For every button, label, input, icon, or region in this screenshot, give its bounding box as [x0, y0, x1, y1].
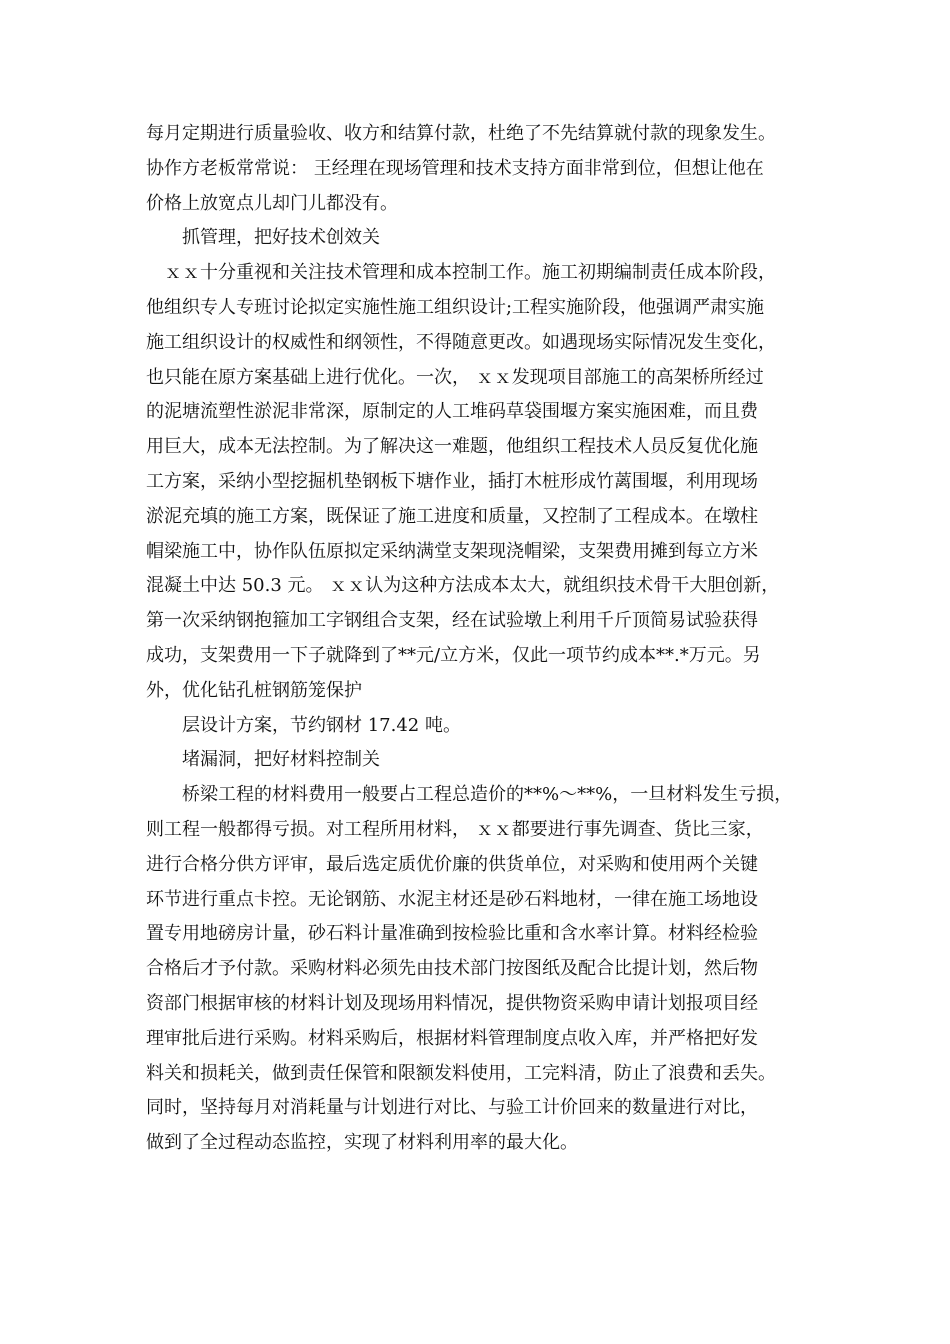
- text-line: 则工程一般都得亏损。对工程所用材料， ｘｘ都要进行事先调查、货比三家，: [146, 818, 764, 840]
- text-line: 用巨大，成本无法控制。为了解决这一难题，他组织工程技术人员反复优化施: [146, 436, 758, 458]
- text-line: 桥梁工程的材料费用一般要占工程总造价的**%～**%，一旦材料发生亏损，: [146, 784, 793, 806]
- text-line: 进行合格分供方评审，最后选定质优价廉的供货单位，对采购和使用两个关键: [146, 853, 758, 875]
- text-line: 层设计方案，节约钢材 17.42 吨。: [146, 714, 461, 736]
- text-line: 淤泥充填的施工方案，既保证了施工进度和质量，又控制了工程成本。在墩柱: [146, 505, 758, 527]
- text-line: 同时，坚持每月对消耗量与计划进行对比、与验工计价回来的数量进行对比，: [146, 1097, 758, 1119]
- document-body: [146, 117, 846, 1161]
- text-line: 也只能在原方案基础上进行优化。一次， ｘｘ发现项目部施工的高架桥所经过: [146, 366, 764, 388]
- text-line: 料关和损耗关，做到责任保管和限额发料使用，工完料清，防止了浪费和丢失。: [146, 1062, 776, 1084]
- text-line: 第一次采纳钢抱箍加工字钢组合支架，经在试验墩上利用千斤顶简易试验获得: [146, 610, 758, 632]
- section-heading-technology: 抓管理，把好技术创效关: [146, 227, 380, 249]
- text-line: 的泥塘流塑性淤泥非常深，原制定的人工堆码草袋围堰方案实施困难，而且费: [146, 401, 758, 423]
- text-line: 他组织专人专班讨论拟定实施性施工组织设计;工程实施阶段，他强调严肃实施: [146, 296, 765, 318]
- text-line: 施工组织设计的权威性和纲领性，不得随意更改。如遇现场实际情况发生变化，: [146, 331, 776, 353]
- text-line: 置专用地磅房计量，砂石料计量准确到按检验比重和含水率计算。材料经检验: [146, 923, 758, 945]
- text-line: 环节进行重点卡控。无论钢筋、水泥主材还是砂石料地材，一律在施工场地设: [146, 888, 758, 910]
- text-line: 成功，支架费用一下子就降到了**元/立方米，仅此一项节约成本**.*万元。另: [146, 644, 761, 666]
- text-line: 每月定期进行质量验收、收方和结算付款，杜绝了不先结算就付款的现象发生。: [146, 123, 776, 144]
- text-line: 理审批后进行采购。材料采购后，根据材料管理制度点收入库，并严格把好发: [146, 1027, 758, 1049]
- text-line: 混凝土中达 50.3 元。 ｘｘ认为这种方法成本太大，就组织技术骨干大胆创新，: [146, 575, 780, 597]
- text-line: 资部门根据审核的材料计划及现场用料情况，提供物资采购申请计划报项目经: [146, 992, 758, 1014]
- text-line: 合格后才予付款。采购材料必须先由技术部门按图纸及配合比提计划，然后物: [146, 958, 758, 980]
- text-line: 帽梁施工中，协作队伍原拟定采纳满堂支架现浇帽梁，支架费用摊到每立方米: [146, 540, 758, 562]
- text-line: ｘｘ十分重视和关注技术管理和成本控制工作。施工初期编制责任成本阶段，: [146, 262, 776, 284]
- text-line: 外，优化钻孔桩钢筋笼保护: [146, 679, 362, 701]
- text-line: 协作方老板常常说： 王经理在现场管理和技术支持方面非常到位，但想让他在: [146, 157, 764, 179]
- section-heading-materials: 堵漏洞，把好材料控制关: [146, 749, 380, 771]
- text-line: 工方案，采纳小型挖掘机垫钢板下塘作业，插打木桩形成竹蓠围堰，利用现场: [146, 470, 758, 492]
- text-line: 价格上放宽点儿却门儿都没有。: [146, 192, 398, 214]
- text-line: 做到了全过程动态监控，实现了材料利用率的最大化。: [146, 1132, 578, 1154]
